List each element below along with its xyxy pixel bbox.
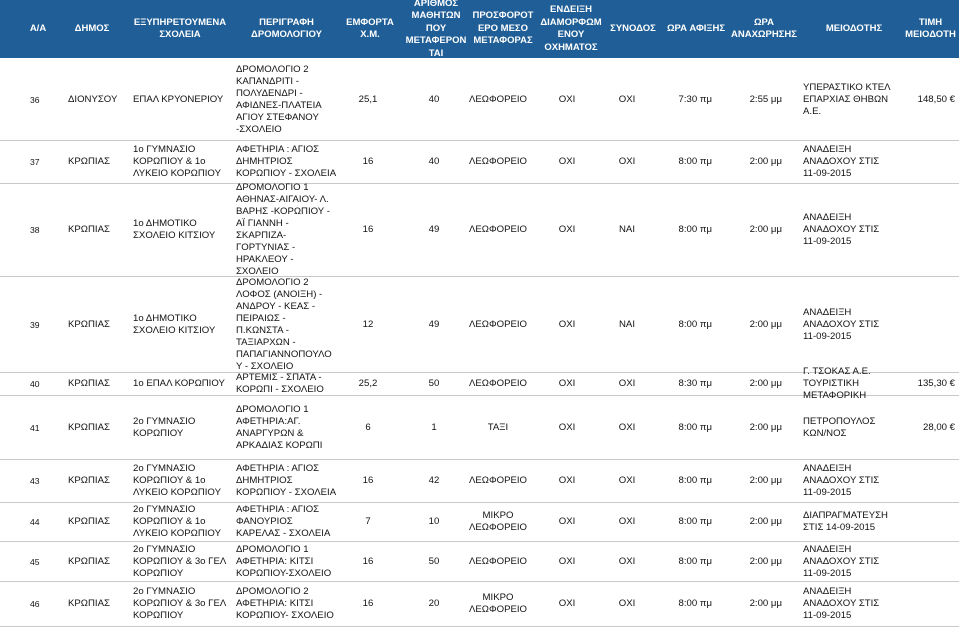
cell-meso: ΛΕΩΦΟΡΕΙΟ xyxy=(468,94,528,105)
cell-timi xyxy=(903,141,955,183)
cell-aa: 45 xyxy=(30,556,40,567)
cell-anaxorisi: 2:00 μμ xyxy=(749,598,782,609)
cell-timi: 135,30 € xyxy=(917,378,955,389)
cell-meiodotis: ΠΕΤΡΟΠΟΥΛΟΣ ΚΩΝ/ΝΟΣ xyxy=(803,415,876,439)
cell-meso: ΤΑΞΙ xyxy=(487,421,509,433)
cell-mathites: 50 xyxy=(428,378,440,389)
cell-anaxorisi: 2:00 μμ xyxy=(749,156,782,167)
cell-scholeia: ΕΠΑΛ ΚΡΥΟΝΕΡΙΟΥ xyxy=(133,94,224,105)
header-scholeia: ΕΞΥΠΗΡΕΤΟΥΜΕΝΑ ΣΧΟΛΕΙΑ xyxy=(133,16,227,40)
cell-mathites: 20 xyxy=(428,598,440,609)
cell-endeixi: ΟΧΙ xyxy=(558,224,576,235)
cell-timi xyxy=(903,542,955,581)
cell-mathites: 10 xyxy=(428,516,440,527)
cell-timi: 28,00 € xyxy=(922,421,955,433)
cell-scholeia: 2ο ΓΥΜΝΑΣΙΟ ΚΟΡΩΠΙΟΥ & 1ο ΛΥΚΕΙΟ ΚΟΡΩΠΙΟΥ xyxy=(133,504,221,539)
table-row xyxy=(0,542,959,582)
table-row xyxy=(0,582,959,627)
cell-synodos: ΟΧΙ xyxy=(618,94,636,105)
cell-km: 25,1 xyxy=(358,94,378,105)
cell-endeixi: ΟΧΙ xyxy=(558,94,576,105)
cell-meiodotis: ΑΝΑΔΕΙΞΗ ΑΝΑΔΟΧΟΥ ΣΤΙΣ 11-09-2015 xyxy=(803,543,880,579)
cell-km: 12 xyxy=(362,318,374,330)
cell-perigrafi: ΔΡΟΜΟΛΟΓΙΟ 2 ΑΦΕΤΗΡΙΑ: ΚΙΤΣΙ ΚΟΡΩΠΙΟΥ- ΣΧΟΛΕΙΟ xyxy=(236,586,334,621)
cell-endeixi: ΟΧΙ xyxy=(558,378,576,389)
header-timi: ΤΙΜΗ ΜΕΙΟΔΟΤΗ xyxy=(905,16,956,40)
cell-mathites: 50 xyxy=(428,555,440,567)
header-dimos: ΔΗΜΟΣ xyxy=(74,22,110,34)
cell-mathites: 40 xyxy=(428,156,440,167)
cell-synodos: ΟΧΙ xyxy=(618,598,636,609)
cell-scholeia: 1ο ΔΗΜΟΤΙΚΟ ΣΧΟΛΕΙΟ ΚΙΤΣΙΟΥ xyxy=(133,312,216,336)
cell-km: 25,2 xyxy=(358,378,378,389)
cell-scholeia: 2ο ΓΥΜΝΑΣΙΟ ΚΟΡΩΠΙΟΥ & 3ο ΓΕΛ ΚΟΡΩΠΙΟΥ xyxy=(133,543,227,579)
cell-km: 16 xyxy=(362,156,374,167)
header-perigrafi: ΠΕΡΙΓΡΑΦΗ ΔΡΟΜΟΛΟΓΙΟΥ xyxy=(251,16,322,40)
cell-aa: 38 xyxy=(30,225,40,235)
cell-dimos: ΚΡΩΠΙΑΣ xyxy=(68,475,110,486)
header-mathites: ΑΡΙΘΜΟΣ ΜΑΘΗΤΩΝ ΠΟΥ ΜΕΤΑΦΕΡΟΝ ΤΑΙ xyxy=(405,0,467,59)
cell-mathites: 49 xyxy=(428,318,440,330)
cell-dimos: ΚΡΩΠΙΑΣ xyxy=(68,516,110,527)
cell-aa: 40 xyxy=(30,379,40,389)
cell-scholeia: 2ο ΓΥΜΝΑΣΙΟ ΚΟΡΩΠΙΟΥ xyxy=(133,415,196,439)
cell-meiodotis: ΑΝΑΔΕΙΞΗ ΑΝΑΔΟΧΟΥ ΣΤΙΣ 11-09-2015 xyxy=(803,463,880,498)
cell-endeixi: ΟΧΙ xyxy=(558,156,576,167)
cell-afixi: 8:00 πμ xyxy=(678,598,712,609)
table-row xyxy=(0,141,959,184)
cell-endeixi: ΟΧΙ xyxy=(558,318,576,330)
cell-anaxorisi: 2:00 μμ xyxy=(749,224,782,235)
header-meiodotis: ΜΕΙΟΔΟΤΗΣ xyxy=(825,22,883,34)
cell-aa: 36 xyxy=(30,95,40,105)
header-prosforo: ΠΡΟΣΦΟΡΟΤ ΕΡΟ ΜΕΣΟ ΜΕΤΑΦΟΡΑΣ xyxy=(472,10,534,47)
cell-afixi: 7:30 πμ xyxy=(678,94,712,105)
cell-meso: ΛΕΩΦΟΡΕΙΟ xyxy=(468,224,528,235)
cell-timi xyxy=(903,184,955,276)
cell-anaxorisi: 2:00 μμ xyxy=(749,475,782,486)
header-synodos: ΣΥΝΟΔΟΣ xyxy=(610,22,656,34)
cell-perigrafi: ΑΦΕΤΗΡΙΑ : ΑΓΙΟΣ ΔΗΜΗΤΡΙΟΣ ΚΟΡΩΠΙΟΥ - ΣΧΟΛΕΙΑ xyxy=(236,463,337,498)
cell-anaxorisi: 2:00 μμ xyxy=(749,318,782,330)
cell-endeixi: ΟΧΙ xyxy=(558,555,576,567)
cell-timi xyxy=(903,503,955,541)
cell-perigrafi: ΔΡΟΜΟΛΟΓΙΟ 2 ΚΑΠΑΝΔΡΙΤΙ - ΠΟΛΥΔΕΝΔΡΙ - ΑΦΙΔΝΕΣ-ΠΛΑΤΕΙΑ ΑΓΙΟΥ ΣΤΕΦΑΝΟΥ -ΣΧΟΛΕΙΟ xyxy=(236,64,322,135)
cell-synodos: ΝΑΙ xyxy=(619,224,635,235)
cell-timi xyxy=(903,460,955,502)
table-row xyxy=(0,503,959,542)
cell-mathites: 49 xyxy=(428,224,440,235)
cell-meiodotis: ΔΙΑΠΡΑΓΜΑΤΕΥΣΗ ΣΤΙΣ 14-09-2015 xyxy=(803,510,888,533)
cell-perigrafi: ΔΡΟΜΟΛΟΓΙΟ 1 ΑΦΕΤΗΡΙΑ: ΚΙΤΣΙ ΚΟΡΩΠΙΟΥ-ΣΧΟΛΕΙΟ xyxy=(236,543,332,579)
cell-anaxorisi: 2:00 μμ xyxy=(749,421,782,433)
cell-meso: ΛΕΩΦΟΡΕΙΟ xyxy=(468,378,528,389)
cell-meiodotis: ΑΝΑΔΕΙΞΗ ΑΝΑΔΟΧΟΥ ΣΤΙΣ 11-09-2015 xyxy=(803,144,880,179)
cell-perigrafi: ΑΦΕΤΗΡΙΑ : ΑΓΙΟΣ ΦΑΝΟΥΡΙΟΣ ΚΑΡΕΛΑΣ - ΣΧΟΛΕΙΑ xyxy=(236,504,331,539)
cell-km: 16 xyxy=(362,224,374,235)
cell-afixi: 8:00 πμ xyxy=(678,555,712,567)
cell-mathites: 40 xyxy=(428,94,440,105)
cell-meiodotis: ΥΠΕΡΑΣΤΙΚΟ ΚΤΕΛ ΕΠΑΡΧΙΑΣ ΘΗΒΩΝ Α.Ε. xyxy=(803,82,891,117)
header-emporta: ΕΜΦΟΡΤΑ Χ.Μ. xyxy=(346,16,394,40)
cell-dimos: ΚΡΩΠΙΑΣ xyxy=(68,555,110,567)
cell-scholeia: 2ο ΓΥΜΝΑΣΙΟ ΚΟΡΩΠΙΟΥ & 3ο ΓΕΛ ΚΟΡΩΠΙΟΥ xyxy=(133,586,227,621)
cell-anaxorisi: 2:00 μμ xyxy=(749,378,782,389)
cell-meso: ΛΕΩΦΟΡΕΙΟ xyxy=(468,475,528,486)
table-row xyxy=(0,60,959,141)
cell-anaxorisi: 2:00 μμ xyxy=(749,516,782,527)
cell-aa: 41 xyxy=(30,422,40,433)
table-header xyxy=(0,0,959,58)
cell-meiodotis: ΑΝΑΔΕΙΞΗ ΑΝΑΔΟΧΟΥ ΣΤΙΣ 11-09-2015 xyxy=(803,212,880,247)
cell-endeixi: ΟΧΙ xyxy=(558,421,576,433)
cell-endeixi: ΟΧΙ xyxy=(558,475,576,486)
cell-afixi: 8:00 πμ xyxy=(678,475,712,486)
cell-dimos: ΚΡΩΠΙΑΣ xyxy=(68,598,110,609)
cell-timi xyxy=(903,277,955,372)
table-row xyxy=(0,460,959,503)
cell-endeixi: ΟΧΙ xyxy=(558,516,576,527)
table-row xyxy=(0,184,959,277)
cell-meso: ΜΙΚΡΟ ΛΕΩΦΟΡΕΙΟ xyxy=(468,510,528,533)
cell-synodos: ΟΧΙ xyxy=(618,516,636,527)
cell-km: 7 xyxy=(365,516,371,527)
cell-aa: 46 xyxy=(30,599,40,609)
header-anaxorisis: ΩΡΑ ΑΝΑΧΩΡΗΣΗΣ xyxy=(731,16,797,40)
cell-km: 16 xyxy=(362,475,374,486)
cell-scholeia: 1ο ΕΠΑΛ ΚΟΡΩΠΙΟΥ xyxy=(133,378,225,389)
cell-mathites: 42 xyxy=(428,475,440,486)
cell-dimos: ΚΡΩΠΙΑΣ xyxy=(68,156,110,167)
cell-scholeia: 1ο ΔΗΜΟΤΙΚΟ ΣΧΟΛΕΙΟ ΚΙΤΣΙΟΥ xyxy=(133,218,216,241)
cell-dimos: ΚΡΩΠΙΑΣ xyxy=(68,318,110,330)
cell-meiodotis: ΑΝΑΔΕΙΞΗ ΑΝΑΔΟΧΟΥ ΣΤΙΣ 11-09-2015 xyxy=(803,306,880,342)
cell-perigrafi: ΔΡΟΜΟΛΟΓΙΟ 2 ΛΟΦΟΣ (ΑΝΟΙΞΗ) - ΑΝΔΡΟΥ - ΚΕΑΣ - ΠΕΙΡΑΙΩΣ - Π.ΚΩΝΣΤΑ - ΤΑΞΙΑΡΧΩΝ - ΠΑΠΑΓΙΑΝΝΟΠΟΥΛΟ Υ - ΣΧΟΛΕΙΟ xyxy=(236,276,332,372)
cell-timi xyxy=(903,582,955,626)
cell-perigrafi: ΑΡΤΕΜΙΣ - ΣΠΑΤΑ - ΚΟΡΩΠΙ - ΣΧΟΛΕΙΟ xyxy=(236,372,324,395)
cell-km: 6 xyxy=(365,421,371,433)
cell-synodos: ΟΧΙ xyxy=(618,475,636,486)
cell-dimos: ΔΙΟΝΥΣΟΥ xyxy=(68,94,118,105)
cell-scholeia: 2ο ΓΥΜΝΑΣΙΟ ΚΟΡΩΠΙΟΥ & 1ο ΛΥΚΕΙΟ ΚΟΡΩΠΙΟΥ xyxy=(133,463,221,498)
cell-afixi: 8:00 πμ xyxy=(678,224,712,235)
header-afixis: ΩΡΑ ΑΦΙΞΗΣ xyxy=(666,22,726,34)
header-endeixi: ΕΝΔΕΙΞΗ ΔΙΑΜΟΡΦΩΜ ΕΝΟΥ ΟΧΗΜΑΤΟΣ xyxy=(540,4,602,53)
cell-meso: ΛΕΩΦΟΡΕΙΟ xyxy=(468,318,528,330)
cell-anaxorisi: 2:00 μμ xyxy=(749,555,782,567)
cell-meso: ΜΙΚΡΟ ΛΕΩΦΟΡΕΙΟ xyxy=(468,592,528,615)
cell-synodos: ΟΧΙ xyxy=(618,421,636,433)
cell-dimos: ΚΡΩΠΙΑΣ xyxy=(68,378,110,389)
cell-anaxorisi: 2:55 μμ xyxy=(749,94,782,105)
cell-afixi: 8:00 πμ xyxy=(678,421,712,433)
table-row xyxy=(0,396,959,460)
cell-synodos: ΝΑΙ xyxy=(619,318,635,330)
cell-dimos: ΚΡΩΠΙΑΣ xyxy=(68,421,110,433)
cell-synodos: ΟΧΙ xyxy=(618,378,636,389)
cell-afixi: 8:00 πμ xyxy=(678,318,712,330)
cell-perigrafi: ΔΡΟΜΟΛΟΓΙΟ 1 ΑΘΗΝΑΣ-ΑΙΓΑΙΟΥ- Λ. ΒΑΡΗΣ -ΚΟΡΩΠΙΟΥ - ΑΪ ΓΙΑΝΝΗ - ΣΚΑΡΠΙΖΑ- ΓΟΡΤΥΝΙΑΣ - ΗΡΑΚΛΕΟΥ - ΣΧΟΛΕΙΟ xyxy=(236,182,330,277)
cell-aa: 44 xyxy=(30,517,40,527)
cell-timi: 148,50 € xyxy=(917,94,955,105)
cell-meso: ΛΕΩΦΟΡΕΙΟ xyxy=(468,555,528,567)
cell-meiodotis: ΑΝΑΔΕΙΞΗ ΑΝΑΔΟΧΟΥ ΣΤΙΣ 11-09-2015 xyxy=(803,586,880,621)
cell-perigrafi: ΔΡΟΜΟΛΟΓΙΟ 1 ΑΦΕΤΗΡΙΑ:ΑΓ. ΑΝΑΡΓΥΡΩΝ & ΑΡΚΑΔΙΑΣ ΚΟΡΩΠΙ xyxy=(236,403,323,451)
cell-km: 16 xyxy=(362,555,374,567)
cell-perigrafi: ΑΦΕΤΗΡΙΑ : ΑΓΙΟΣ ΔΗΜΗΤΡΙΟΣ ΚΟΡΩΠΙΟΥ - ΣΧΟΛΕΙΑ xyxy=(236,144,337,179)
cell-afixi: 8:30 πμ xyxy=(678,378,712,389)
cell-endeixi: ΟΧΙ xyxy=(558,598,576,609)
table-row xyxy=(0,366,959,401)
cell-afixi: 8:00 πμ xyxy=(678,516,712,527)
cell-aa: 43 xyxy=(30,476,40,486)
cell-meiodotis: Γ. ΤΣΟΚΑΣ Α.Ε. ΤΟΥΡΙΣΤΙΚΗ ΜΕΤΑΦΟΡΙΚΗ xyxy=(803,366,871,401)
cell-meso: ΛΕΩΦΟΡΕΙΟ xyxy=(468,156,528,167)
header-aa: Α/Α xyxy=(29,22,47,34)
cell-dimos: ΚΡΩΠΙΑΣ xyxy=(68,224,110,235)
table-row xyxy=(0,277,959,373)
cell-afixi: 8:00 πμ xyxy=(678,156,712,167)
cell-aa: 37 xyxy=(30,157,40,167)
cell-aa: 39 xyxy=(30,319,40,330)
cell-synodos: ΟΧΙ xyxy=(618,555,636,567)
cell-scholeia: 1ο ΓΥΜΝΑΣΙΟ ΚΟΡΩΠΙΟΥ & 1ο ΛΥΚΕΙΟ ΚΟΡΩΠΙΟΥ xyxy=(133,144,221,179)
cell-synodos: ΟΧΙ xyxy=(618,156,636,167)
cell-mathites: 1 xyxy=(431,421,437,433)
cell-km: 16 xyxy=(362,598,374,609)
